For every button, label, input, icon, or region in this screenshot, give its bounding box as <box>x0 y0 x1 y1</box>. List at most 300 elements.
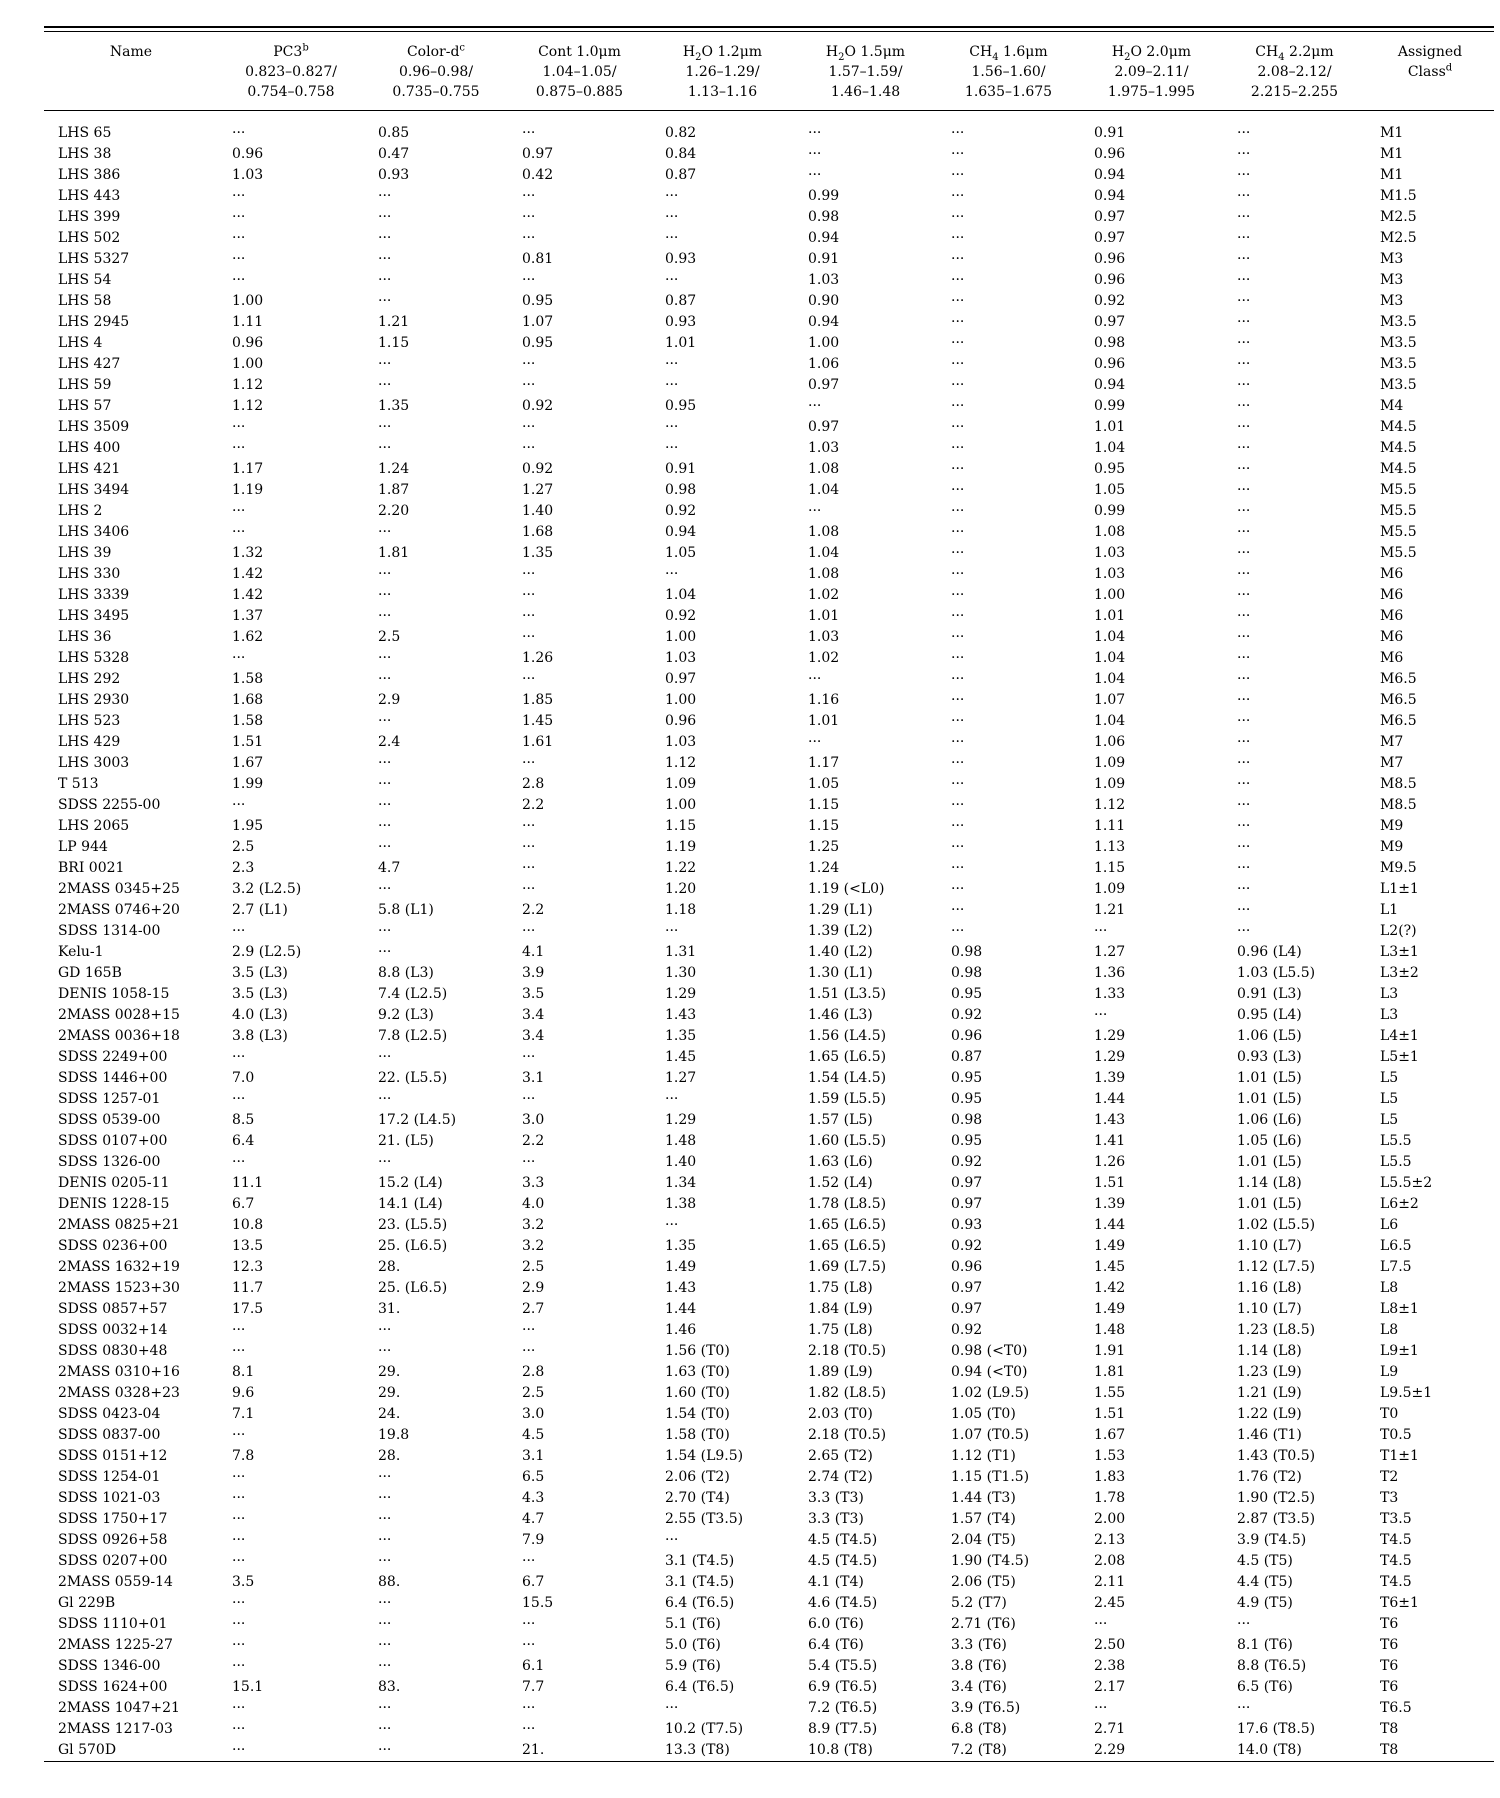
cell-assigned-class: T1±1 <box>1380 1448 1419 1464</box>
cell-pc3: 0.96 <box>232 146 264 162</box>
cell-ch4-1-6: 0.92 <box>951 1007 983 1023</box>
cell-name: 2MASS 0028+15 <box>58 1007 180 1023</box>
cell-h2o-1-5: 1.17 <box>808 755 840 771</box>
table-row <box>44 963 1494 984</box>
cell-color-d: 1.81 <box>378 545 410 561</box>
cell-pc3: 7.1 <box>232 1406 255 1422</box>
cell-color-d: 2.20 <box>378 503 410 519</box>
cell-ch4-1-6: ··· <box>951 818 965 834</box>
cell-cont-1-0: ··· <box>522 1322 536 1338</box>
cell-cont-1-0: 6.7 <box>522 1574 545 1590</box>
cell-h2o-1-5: 2.03 (T0) <box>808 1406 873 1422</box>
cell-h2o-1-5: 1.65 (L6.5) <box>808 1238 887 1254</box>
cell-ch4-1-6: 2.04 (T5) <box>951 1532 1016 1548</box>
cell-h2o-1-5: 1.39 (L2) <box>808 923 873 939</box>
cell-name: SDSS 1110+01 <box>58 1616 168 1632</box>
cell-h2o-1-2: 2.70 (T4) <box>665 1490 730 1506</box>
cell-ch4-1-6: 3.3 (T6) <box>951 1637 1007 1653</box>
cell-h2o-1-5: 8.9 (T7.5) <box>808 1721 878 1737</box>
cell-h2o-1-2: 2.06 (T2) <box>665 1469 730 1485</box>
cell-h2o-1-5: 0.98 <box>808 209 840 225</box>
cell-color-d: ··· <box>378 1658 392 1674</box>
cell-h2o-1-2: 10.2 (T7.5) <box>665 1721 744 1737</box>
cell-h2o-1-5: 1.03 <box>808 629 840 645</box>
cell-ch4-2-2: ··· <box>1237 776 1251 792</box>
cell-ch4-2-2: 14.0 (T8) <box>1237 1742 1302 1758</box>
cell-name: Kelu-1 <box>58 944 104 960</box>
table-row <box>44 1614 1494 1635</box>
cell-h2o-1-5: 1.02 <box>808 587 840 603</box>
cell-h2o-1-2: 1.12 <box>665 755 697 771</box>
cell-pc3: ··· <box>232 251 246 267</box>
cell-ch4-2-2: ··· <box>1237 734 1251 750</box>
cell-ch4-1-6: 0.93 <box>951 1217 983 1233</box>
cell-ch4-1-6: 5.2 (T7) <box>951 1595 1007 1611</box>
cell-h2o-1-2: 0.87 <box>665 293 697 309</box>
cell-name: LHS 59 <box>58 377 112 393</box>
cell-ch4-2-2: 1.21 (L9) <box>1237 1385 1302 1401</box>
cell-assigned-class: M3.5 <box>1380 314 1417 330</box>
cell-ch4-1-6: ··· <box>951 293 965 309</box>
cell-assigned-class: M6 <box>1380 629 1404 645</box>
cell-ch4-2-2: ··· <box>1237 629 1251 645</box>
cell-pc3: ··· <box>232 797 246 813</box>
cell-ch4-1-6: ··· <box>951 482 965 498</box>
cell-color-d: ··· <box>378 1721 392 1737</box>
cell-h2o-1-5: 1.25 <box>808 839 840 855</box>
cell-ch4-1-6: ··· <box>951 272 965 288</box>
cell-h2o-2-0: 2.08 <box>1094 1553 1126 1569</box>
cell-assigned-class: M6.5 <box>1380 713 1417 729</box>
cell-ch4-1-6: 0.97 <box>951 1175 983 1191</box>
cell-h2o-1-5: 1.51 (L3.5) <box>808 986 887 1002</box>
cell-h2o-1-2: 1.54 (L9.5) <box>665 1448 744 1464</box>
cell-h2o-1-2: 5.9 (T6) <box>665 1658 721 1674</box>
cell-cont-1-0: 3.3 <box>522 1175 545 1191</box>
cell-ch4-2-2: 1.23 (L8.5) <box>1237 1322 1316 1338</box>
cell-h2o-2-0: 2.50 <box>1094 1637 1126 1653</box>
cell-color-d: ··· <box>378 272 392 288</box>
cell-name: BRI 0021 <box>58 860 125 876</box>
cell-h2o-1-2: 1.54 (T0) <box>665 1406 730 1422</box>
cell-ch4-2-2: ··· <box>1237 377 1251 393</box>
cell-h2o-1-2: 6.4 (T6.5) <box>665 1679 735 1695</box>
column-header-9 <box>1366 32 1494 111</box>
cell-ch4-1-6: 0.92 <box>951 1154 983 1170</box>
cell-name: 2MASS 0328+23 <box>58 1385 180 1401</box>
cell-name: LHS 3509 <box>58 419 130 435</box>
cell-ch4-2-2: 1.23 (L9) <box>1237 1364 1302 1380</box>
column-range-numerator: 2.09–2.11/ <box>1114 64 1189 80</box>
cell-assigned-class: M4 <box>1380 398 1404 414</box>
cell-cont-1-0: 4.5 <box>522 1427 545 1443</box>
cell-h2o-1-5: 1.15 <box>808 797 840 813</box>
cell-ch4-1-6: 0.95 <box>951 986 983 1002</box>
cell-pc3: ··· <box>232 1637 246 1653</box>
cell-cont-1-0: 15.5 <box>522 1595 554 1611</box>
cell-ch4-2-2: 1.14 (L8) <box>1237 1343 1302 1359</box>
cell-ch4-1-6: 0.98 <box>951 965 983 981</box>
cell-h2o-1-5: ··· <box>808 671 822 687</box>
column-header-5 <box>794 32 937 111</box>
cell-h2o-1-2: 0.95 <box>665 398 697 414</box>
cell-ch4-1-6: 0.98 <box>951 1112 983 1128</box>
cell-name: SDSS 1326-00 <box>58 1154 161 1170</box>
cell-assigned-class: M8.5 <box>1380 776 1417 792</box>
cell-pc3: 1.00 <box>232 293 264 309</box>
cell-name: DENIS 0205-11 <box>58 1175 170 1191</box>
cell-h2o-2-0: 1.83 <box>1094 1469 1126 1485</box>
cell-ch4-1-6: ··· <box>951 461 965 477</box>
cell-h2o-2-0: 1.44 <box>1094 1217 1126 1233</box>
cell-h2o-1-5: 0.91 <box>808 251 840 267</box>
cell-cont-1-0: 1.26 <box>522 650 554 666</box>
cell-ch4-2-2: 8.1 (T6) <box>1237 1637 1293 1653</box>
cell-h2o-1-2: 1.05 <box>665 545 697 561</box>
cell-assigned-class: M3.5 <box>1380 335 1417 351</box>
cell-pc3: ··· <box>232 524 246 540</box>
cell-assigned-class: L3±1 <box>1380 944 1419 960</box>
cell-color-d: 28. <box>378 1448 401 1464</box>
cell-h2o-1-2: 1.03 <box>665 734 697 750</box>
table-row <box>44 207 1494 228</box>
cell-name: T 513 <box>58 776 99 792</box>
cell-pc3: 11.1 <box>232 1175 264 1191</box>
table-row <box>44 585 1494 606</box>
column-range-denominator: 0.875–0.885 <box>535 84 624 100</box>
cell-h2o-1-2: 1.29 <box>665 1112 697 1128</box>
cell-assigned-class: M4.5 <box>1380 419 1417 435</box>
cell-name: SDSS 1314-00 <box>58 923 161 939</box>
cell-name: DENIS 1058-15 <box>58 986 170 1002</box>
table-row <box>44 144 1494 165</box>
cell-color-d: 23. (L5.5) <box>378 1217 448 1233</box>
cell-cont-1-0: ··· <box>522 356 536 372</box>
cell-ch4-2-2: ··· <box>1237 503 1251 519</box>
cell-pc3: 1.17 <box>232 461 264 477</box>
cell-ch4-2-2: 4.4 (T5) <box>1237 1574 1293 1590</box>
cell-cont-1-0: 0.81 <box>522 251 554 267</box>
cell-assigned-class: T6±1 <box>1380 1595 1419 1611</box>
cell-ch4-1-6: ··· <box>951 692 965 708</box>
table-row <box>44 1698 1494 1719</box>
cell-h2o-2-0: 0.96 <box>1094 146 1126 162</box>
cell-cont-1-0: 1.85 <box>522 692 554 708</box>
top-rule <box>44 26 1494 28</box>
cell-color-d: 31. <box>378 1301 401 1317</box>
cell-color-d: 4.7 <box>378 860 401 876</box>
cell-color-d: 29. <box>378 1364 401 1380</box>
cell-name: LHS 3494 <box>58 482 130 498</box>
cell-h2o-1-5: 1.15 <box>808 818 840 834</box>
cell-h2o-1-5: 1.04 <box>808 482 840 498</box>
cell-h2o-1-5: 3.3 (T3) <box>808 1511 864 1527</box>
cell-ch4-1-6: 1.15 (T1.5) <box>951 1469 1030 1485</box>
cell-ch4-1-6: 1.57 (T4) <box>951 1511 1016 1527</box>
cell-name: LHS 330 <box>58 566 121 582</box>
cell-ch4-1-6: ··· <box>951 650 965 666</box>
cell-cont-1-0: 4.7 <box>522 1511 545 1527</box>
cell-cont-1-0: 6.5 <box>522 1469 545 1485</box>
cell-assigned-class: L3±2 <box>1380 965 1419 981</box>
table-row <box>44 165 1494 186</box>
cell-h2o-2-0: 1.06 <box>1094 734 1126 750</box>
cell-color-d: ··· <box>378 818 392 834</box>
cell-h2o-2-0: 0.97 <box>1094 230 1126 246</box>
cell-cont-1-0: ··· <box>522 608 536 624</box>
cell-color-d: ··· <box>378 755 392 771</box>
cell-assigned-class: M4.5 <box>1380 440 1417 456</box>
cell-name: LHS 54 <box>58 272 112 288</box>
table-row <box>44 1320 1494 1341</box>
cell-cont-1-0: 2.8 <box>522 776 545 792</box>
cell-name: SDSS 1257-01 <box>58 1091 161 1107</box>
cell-cont-1-0: ··· <box>522 1049 536 1065</box>
cell-color-d: ··· <box>378 1154 392 1170</box>
cell-color-d: ··· <box>378 713 392 729</box>
cell-cont-1-0: ··· <box>522 1553 536 1569</box>
cell-pc3: ··· <box>232 1511 246 1527</box>
cell-name: LHS 421 <box>58 461 121 477</box>
cell-h2o-1-5: 1.04 <box>808 545 840 561</box>
cell-h2o-2-0: 1.26 <box>1094 1154 1126 1170</box>
cell-pc3: ··· <box>232 1343 246 1359</box>
cell-ch4-1-6: 1.90 (T4.5) <box>951 1553 1030 1569</box>
cell-h2o-1-5: ··· <box>808 125 822 141</box>
cell-color-d: 1.87 <box>378 482 410 498</box>
cell-ch4-2-2: ··· <box>1237 440 1251 456</box>
cell-assigned-class: L6±2 <box>1380 1196 1419 1212</box>
column-name: Cont 1.0μm <box>538 44 621 60</box>
cell-pc3: 7.0 <box>232 1070 255 1086</box>
cell-cont-1-0: 2.9 <box>522 1280 545 1296</box>
cell-h2o-1-2: ··· <box>665 377 679 393</box>
cell-cont-1-0: ··· <box>522 377 536 393</box>
cell-color-d: 1.24 <box>378 461 410 477</box>
cell-name: LHS 502 <box>58 230 121 246</box>
cell-ch4-1-6: ··· <box>951 440 965 456</box>
cell-ch4-1-6: ··· <box>951 860 965 876</box>
cell-assigned-class: T6 <box>1380 1616 1399 1632</box>
cell-ch4-1-6: ··· <box>951 902 965 918</box>
cell-name: LHS 36 <box>58 629 112 645</box>
cell-name: SDSS 2255-00 <box>58 797 161 813</box>
cell-ch4-2-2: 1.12 (L7.5) <box>1237 1259 1316 1275</box>
cell-h2o-2-0: ··· <box>1094 1007 1108 1023</box>
cell-cont-1-0: 3.1 <box>522 1448 545 1464</box>
cell-h2o-2-0: ··· <box>1094 1700 1108 1716</box>
table-row <box>44 1635 1494 1656</box>
cell-assigned-class: M6.5 <box>1380 692 1417 708</box>
cell-pc3: 0.96 <box>232 335 264 351</box>
table-row <box>44 1341 1494 1362</box>
cell-assigned-class: L9±1 <box>1380 1343 1419 1359</box>
cell-assigned-class: L6.5 <box>1380 1238 1412 1254</box>
cell-cont-1-0: ··· <box>522 188 536 204</box>
table-row <box>44 1173 1494 1194</box>
cell-assigned-class: L7.5 <box>1380 1259 1412 1275</box>
cell-assigned-class: M8.5 <box>1380 797 1417 813</box>
cell-name: SDSS 0107+00 <box>58 1133 168 1149</box>
cell-h2o-2-0: 1.51 <box>1094 1406 1126 1422</box>
cell-h2o-1-5: 0.97 <box>808 377 840 393</box>
cell-name: SDSS 0837-00 <box>58 1427 161 1443</box>
cell-ch4-1-6: ··· <box>951 839 965 855</box>
cell-h2o-1-2: 1.45 <box>665 1049 697 1065</box>
cell-name: LHS 2945 <box>58 314 130 330</box>
cell-ch4-2-2: 1.01 (L5) <box>1237 1154 1302 1170</box>
column-name: $CH_4$ 2.2μm <box>1255 44 1334 63</box>
cell-ch4-2-2: ··· <box>1237 713 1251 729</box>
column-name: Color-$d^c$ <box>406 42 466 60</box>
cell-ch4-1-6: ··· <box>951 314 965 330</box>
cell-assigned-class: T4.5 <box>1380 1532 1412 1548</box>
cell-ch4-2-2: 4.5 (T5) <box>1237 1553 1293 1569</box>
cell-pc3: ··· <box>232 440 246 456</box>
cell-color-d: ··· <box>378 587 392 603</box>
table-row <box>44 1110 1494 1131</box>
cell-cont-1-0: 3.2 <box>522 1217 545 1233</box>
cell-h2o-1-5: 1.29 (L1) <box>808 902 873 918</box>
cell-pc3: ··· <box>232 1616 246 1632</box>
cell-h2o-1-2: 1.48 <box>665 1133 697 1149</box>
cell-h2o-1-2: 1.63 (T0) <box>665 1364 730 1380</box>
cell-h2o-1-2: 1.15 <box>665 818 697 834</box>
table-row <box>44 354 1494 375</box>
cell-cont-1-0: 3.5 <box>522 986 545 1002</box>
cell-pc3: ··· <box>232 1721 246 1737</box>
cell-name: SDSS 0539-00 <box>58 1112 161 1128</box>
cell-h2o-1-2: 6.4 (T6.5) <box>665 1595 735 1611</box>
cell-cont-1-0: 0.42 <box>522 167 554 183</box>
table-row <box>44 606 1494 627</box>
cell-pc3: 2.9 (L2.5) <box>232 944 302 960</box>
cell-h2o-1-5: 1.08 <box>808 566 840 582</box>
cell-h2o-1-2: 1.60 (T0) <box>665 1385 730 1401</box>
cell-pc3: ··· <box>232 1154 246 1170</box>
cell-h2o-1-2: 0.94 <box>665 524 697 540</box>
cell-h2o-2-0: 0.96 <box>1094 251 1126 267</box>
cell-cont-1-0: ··· <box>522 1637 536 1653</box>
cell-h2o-1-5: 1.00 <box>808 335 840 351</box>
cell-assigned-class: M5.5 <box>1380 482 1417 498</box>
table-row <box>44 837 1494 858</box>
cell-color-d: ··· <box>378 293 392 309</box>
cell-pc3: 1.37 <box>232 608 264 624</box>
cell-h2o-2-0: 1.91 <box>1094 1343 1126 1359</box>
cell-h2o-1-2: 5.0 (T6) <box>665 1637 721 1653</box>
cell-ch4-2-2: 0.93 (L3) <box>1237 1049 1302 1065</box>
cell-h2o-2-0: 1.49 <box>1094 1301 1126 1317</box>
cell-h2o-2-0: 1.21 <box>1094 902 1126 918</box>
cell-h2o-1-2: 3.1 (T4.5) <box>665 1574 735 1590</box>
table-row <box>44 459 1494 480</box>
cell-assigned-class: L3 <box>1380 986 1399 1002</box>
table-row <box>44 1215 1494 1236</box>
cell-cont-1-0: 0.97 <box>522 146 554 162</box>
cell-h2o-1-5: 6.9 (T6.5) <box>808 1679 878 1695</box>
cell-h2o-1-2: 1.31 <box>665 944 697 960</box>
cell-cont-1-0: 3.9 <box>522 965 545 981</box>
cell-color-d: 29. <box>378 1385 401 1401</box>
table-row <box>44 1278 1494 1299</box>
table-row <box>44 774 1494 795</box>
cell-h2o-2-0: 0.94 <box>1094 377 1126 393</box>
cell-pc3: ··· <box>232 230 246 246</box>
cell-name: 2MASS 1632+19 <box>58 1259 180 1275</box>
cell-h2o-1-2: 1.00 <box>665 629 697 645</box>
cell-ch4-2-2: ··· <box>1237 335 1251 351</box>
cell-h2o-1-2: 1.58 (T0) <box>665 1427 730 1443</box>
cell-assigned-class: M1.5 <box>1380 188 1417 204</box>
footnote-marker: b <box>302 42 309 54</box>
cell-cont-1-0: ··· <box>522 881 536 897</box>
cell-h2o-1-5: 1.78 (L8.5) <box>808 1196 887 1212</box>
cell-h2o-2-0: 0.96 <box>1094 272 1126 288</box>
cell-h2o-2-0: 1.29 <box>1094 1028 1126 1044</box>
cell-cont-1-0: ··· <box>522 230 536 246</box>
cell-assigned-class: T6 <box>1380 1637 1399 1653</box>
cell-ch4-1-6: 0.92 <box>951 1322 983 1338</box>
cell-ch4-1-6: 0.98 <box>951 944 983 960</box>
cell-h2o-1-2: ··· <box>665 230 679 246</box>
cell-assigned-class: M4.5 <box>1380 461 1417 477</box>
cell-h2o-1-2: 0.93 <box>665 314 697 330</box>
cell-name: GD 165B <box>58 965 122 981</box>
cell-h2o-1-2: ··· <box>665 272 679 288</box>
cell-pc3: 1.11 <box>232 314 264 330</box>
table-row <box>44 111 1494 145</box>
cell-assigned-class: M3.5 <box>1380 377 1417 393</box>
cell-h2o-1-5: ··· <box>808 167 822 183</box>
cell-h2o-1-5: 1.01 <box>808 713 840 729</box>
cell-ch4-2-2: 1.46 (T1) <box>1237 1427 1302 1443</box>
cell-ch4-1-6: ··· <box>951 356 965 372</box>
table-row <box>44 795 1494 816</box>
cell-pc3: 1.62 <box>232 629 264 645</box>
cell-h2o-2-0: 1.01 <box>1094 608 1126 624</box>
column-range-numerator: 2.08–2.12/ <box>1257 64 1332 80</box>
cell-pc3: 3.8 (L3) <box>232 1028 288 1044</box>
cell-ch4-1-6: ··· <box>951 587 965 603</box>
cell-color-d: ··· <box>378 1595 392 1611</box>
cell-assigned-class: M9 <box>1380 839 1404 855</box>
cell-name: LHS 38 <box>58 146 112 162</box>
cell-color-d: 19.8 <box>378 1427 410 1443</box>
cell-color-d: ··· <box>378 797 392 813</box>
cell-pc3: 2.5 <box>232 839 255 855</box>
cell-ch4-1-6: 3.4 (T6) <box>951 1679 1007 1695</box>
cell-ch4-1-6: ··· <box>951 398 965 414</box>
cell-ch4-1-6: ··· <box>951 566 965 582</box>
cell-h2o-1-2: ··· <box>665 1532 679 1548</box>
cell-color-d: ··· <box>378 1742 392 1758</box>
cell-cont-1-0: 3.4 <box>522 1007 545 1023</box>
cell-pc3: ··· <box>232 1742 246 1758</box>
cell-pc3: 6.4 <box>232 1133 255 1149</box>
cell-h2o-1-5: ··· <box>808 398 822 414</box>
cell-name: 2MASS 0746+20 <box>58 902 180 918</box>
cell-ch4-1-6: 3.8 (T6) <box>951 1658 1007 1674</box>
spectral-indices-table <box>44 32 1494 1761</box>
cell-color-d: ··· <box>378 419 392 435</box>
cell-color-d: 25. (L6.5) <box>378 1238 448 1254</box>
cell-h2o-1-5: 1.01 <box>808 608 840 624</box>
cell-cont-1-0: 6.1 <box>522 1658 545 1674</box>
cell-h2o-1-5: ··· <box>808 503 822 519</box>
table-row <box>44 1656 1494 1677</box>
cell-h2o-2-0: 1.36 <box>1094 965 1126 981</box>
